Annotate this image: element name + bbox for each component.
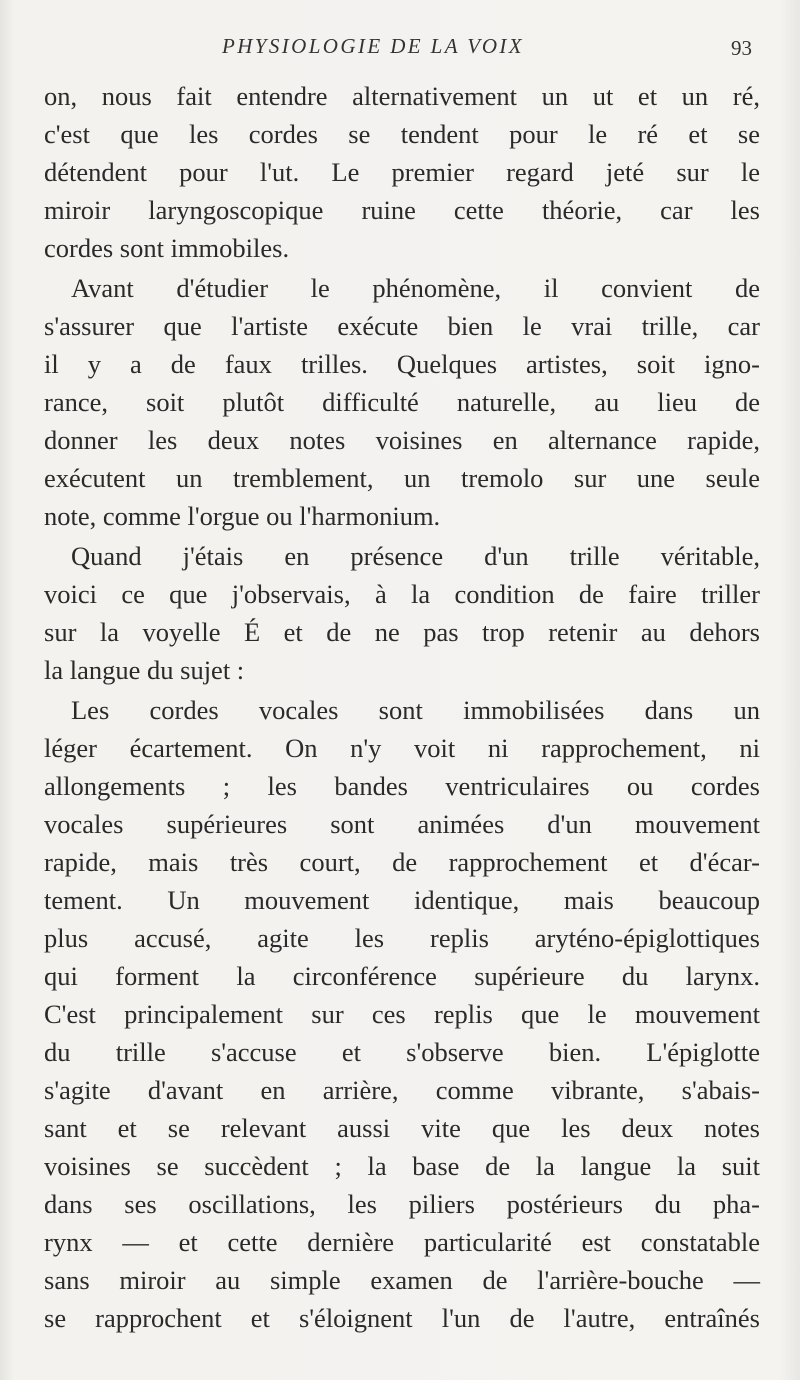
text-line: rynx — et cette dernière particularité est constatable <box>44 1227 760 1257</box>
text-line: c'est que les cordes se tendent pour le ré et se <box>44 119 760 149</box>
text-line: voici ce que j'observais, à la condition de faire triller <box>44 579 760 609</box>
text-line: dans ses oscillations, les piliers postérieurs du pha- <box>44 1189 760 1219</box>
text-line: rance, soit plutôt difficulté naturelle, au lieu de <box>44 387 760 417</box>
text-line: léger écartement. On n'y voit ni rapprochement, ni <box>44 733 760 763</box>
text-line: vocales supérieures sont animées d'un mouvement <box>44 809 760 839</box>
text-line: tement. Un mouvement identique, mais beaucoup <box>44 885 760 915</box>
text-line: miroir laryngoscopique ruine cette théorie, car les <box>44 195 760 225</box>
text-line: voisines se succèdent ; la base de la langue la suit <box>44 1151 760 1181</box>
running-header <box>0 34 800 64</box>
text-line: détendent pour l'ut. Le premier regard jeté sur le <box>44 157 760 187</box>
text-line: Les cordes vocales sont immobilisées dans un <box>71 695 760 725</box>
text-line: Avant d'étudier le phénomène, il convient de <box>71 273 760 303</box>
text-line: s'assurer que l'artiste exécute bien le vrai trille, car <box>44 311 760 341</box>
text-line: la langue du sujet : <box>44 655 245 685</box>
text-line: il y a de faux trilles. Quelques artistes, soit igno- <box>44 349 760 379</box>
text-line: exécutent un tremblement, un tremolo sur une seule <box>44 463 760 493</box>
page-number: 93 <box>731 36 752 60</box>
text-line: sans miroir au simple examen de l'arrière-bouche — <box>44 1265 760 1295</box>
text-line: C'est principalement sur ces replis que le mouvement <box>44 999 760 1029</box>
text-line: se rapprochent et s'éloignent l'un de l'autre, entraînés <box>44 1303 760 1333</box>
text-line: sur la voyelle É et de ne pas trop retenir au dehors <box>44 617 760 647</box>
text-line: Quand j'étais en présence d'un trille véritable, <box>71 541 760 571</box>
running-title: PHYSIOLOGIE DE LA VOIX <box>222 34 525 58</box>
text-line: plus accusé, agite les replis aryténo-épiglottiques <box>44 923 760 953</box>
text-line: allongements ; les bandes ventriculaires ou cordes <box>44 771 760 801</box>
text-line: donner les deux notes voisines en alternance rapide, <box>44 425 760 455</box>
text-line: du trille s'accuse et s'observe bien. L'épiglotte <box>44 1037 760 1067</box>
text-line: rapide, mais très court, de rapprochement et d'écar- <box>44 847 760 877</box>
text-line: note, comme l'orgue ou l'harmonium. <box>44 501 441 531</box>
text-line: cordes sont immobiles. <box>44 233 290 263</box>
text-line: sant et se relevant aussi vite que les deux notes <box>44 1113 760 1143</box>
text-line: qui forment la circonférence supérieure du larynx. <box>44 961 760 991</box>
text-line: on, nous fait entendre alternativement un ut et un ré, <box>44 81 760 111</box>
text-line: s'agite d'avant en arrière, comme vibrante, s'abais- <box>44 1075 760 1105</box>
